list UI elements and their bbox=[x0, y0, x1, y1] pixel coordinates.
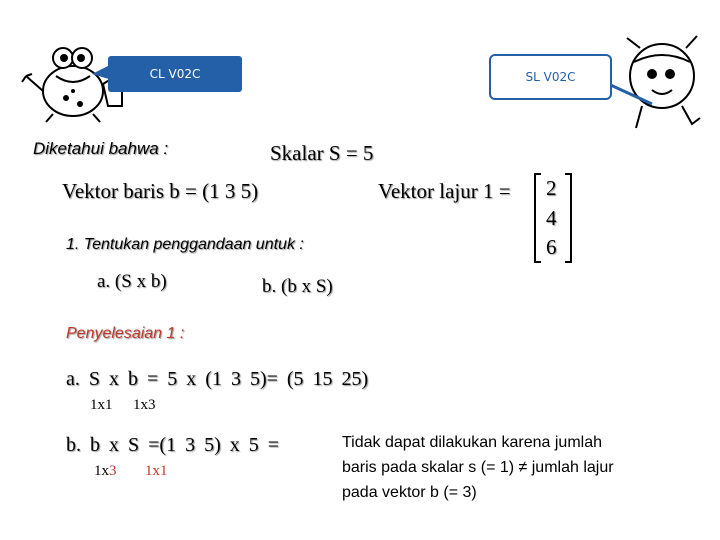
callout-right-label: SL V02C bbox=[525, 70, 576, 84]
callout-sl-v02c bbox=[489, 54, 612, 100]
column-vector-value-1: 2 bbox=[546, 176, 557, 200]
column-vector-value-3: 6 bbox=[546, 235, 557, 259]
solution-b-dim-scalar: 1x1 bbox=[145, 463, 168, 479]
solution-b-note-line2: baris pada skalar s (= 1) ≠ jumlah lajur bbox=[342, 459, 614, 476]
solution-a-dim-scalar: 1x1 bbox=[90, 397, 113, 413]
callout-left-label: CL V02C bbox=[149, 67, 201, 81]
given-label: Diketahui bahwa : bbox=[33, 139, 169, 158]
solution-a-dim-vector: 1x3 bbox=[133, 397, 156, 413]
solution-b-line: b. b x S =(1 3 5) x 5 = bbox=[66, 434, 280, 456]
column-vector-label: Vektor lajur 1 = bbox=[378, 179, 511, 203]
column-vector-value-2: 4 bbox=[546, 206, 557, 230]
row-vector-statement: Vektor baris b = (1 3 5) bbox=[62, 179, 259, 203]
solution-title: Penyelesaian 1 : bbox=[66, 325, 185, 342]
callout-cl-v02c bbox=[108, 56, 242, 92]
solution-a-line: a. S x b = 5 x (1 3 5)= (5 15 25) bbox=[66, 368, 369, 390]
solution-b-note-line1: Tidak dapat dilakukan karena jumlah bbox=[342, 434, 603, 451]
question-part-b: b. (b x S) bbox=[262, 276, 333, 297]
solution-b-dim-vector: 1x3 bbox=[94, 463, 117, 479]
question-title: 1. Tentukan penggandaan untuk : bbox=[66, 236, 304, 253]
scalar-statement: Skalar S = 5 bbox=[270, 141, 374, 165]
solution-b-note-line3: pada vektor b (= 3) bbox=[342, 484, 477, 501]
question-part-a: a. (S x b) bbox=[97, 271, 167, 292]
